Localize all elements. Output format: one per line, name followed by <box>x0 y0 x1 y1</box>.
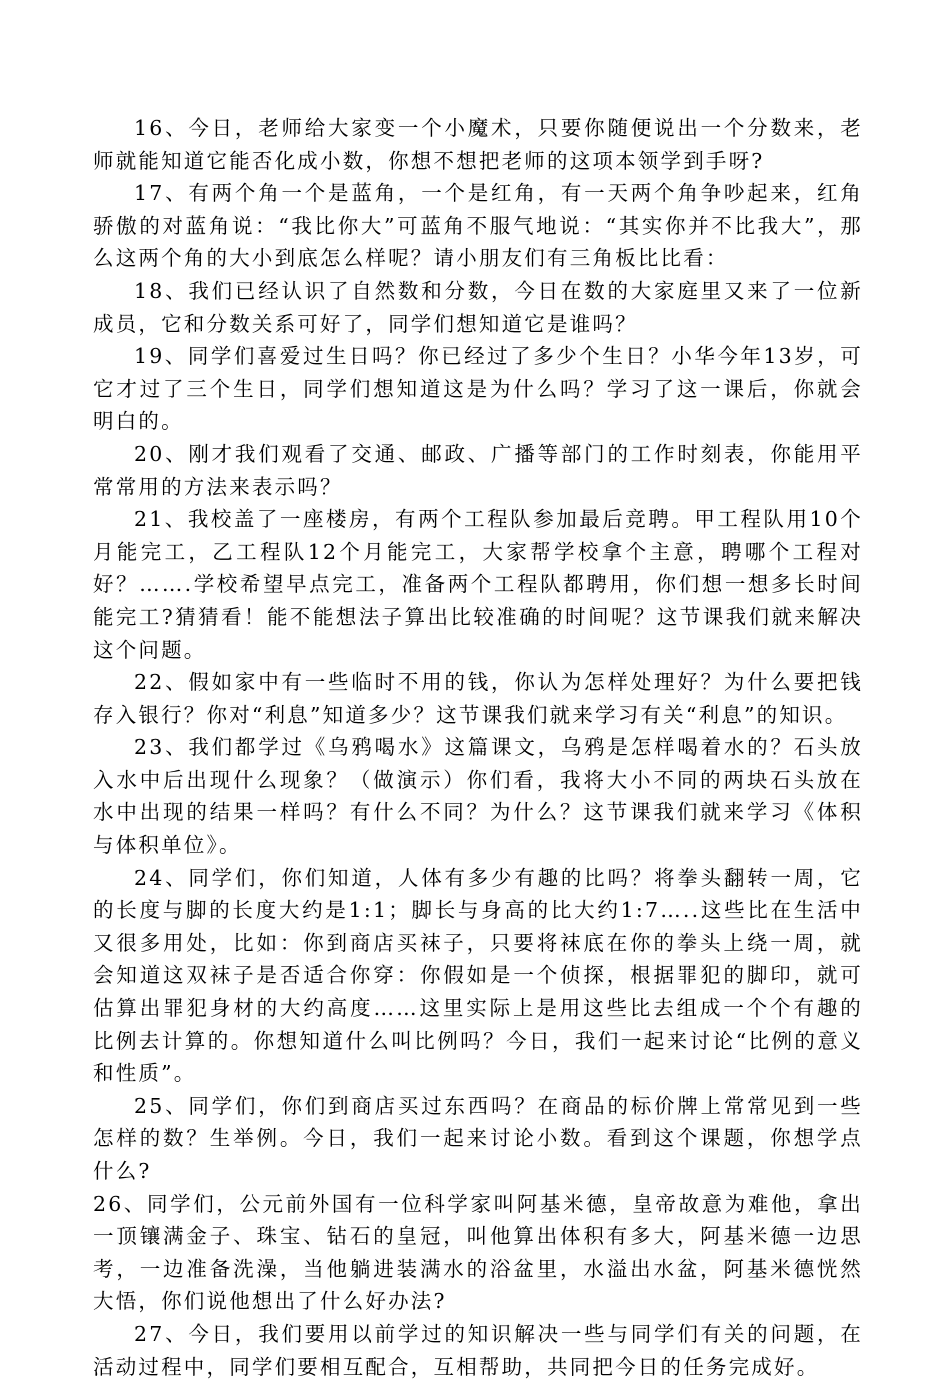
paragraph-16: 16、今日，老师给大家变一个小魔术，只要你随便说出一个分数来，老师就能知道它能否化成小数，你想不想把老师的这项本领学到手呀? <box>93 116 863 173</box>
paragraph-23: 23、我们都学过《乌鸦喝水》这篇课文，乌鸦是怎样喝着水的？石头放入水中后出现什么现象？（做演示）你们看，我将大小不同的两块石头放在水中出现的结果一样吗？有什么不同？为什么？这节课我们就来学习《体积与体积单位》。 <box>93 735 863 858</box>
document-body <box>93 112 863 1383</box>
paragraph-20: 20、刚才我们观看了交通、邮政、广播等部门的工作时刻表，你能用平常常用的方法来表示吗？ <box>93 441 863 499</box>
paragraph-22: 22、假如家中有一些临时不用的钱，你认为怎样处理好？为什么要把钱存入银行？你对“利息”知道多少？这节课我们就来学习有关“利息”的知识。 <box>93 670 863 727</box>
paragraph-25: 25、同学们，你们到商店买过东西吗？在商品的标价牌上常常见到一些怎样的数？生举例。今日，我们一起来讨论小数。看到这个课题，你想学点什么? <box>93 1093 863 1183</box>
paragraph-18: 18、我们已经认识了自然数和分数，今日在数的大家庭里又来了一位新成员，它和分数关系可好了，同学们想知道它是谁吗？ <box>93 278 863 336</box>
paragraph-19: 19、同学们喜爱过生日吗？你已经过了多少个生日？小华今年13岁，可它才过了三个生日，同学们想知道这是为什么吗？学习了这一课后，你就会明白的。 <box>93 344 863 434</box>
paragraph-21: 21、我校盖了一座楼房，有两个工程队参加最后竞聘。甲工程队用10个月能完工，乙工程队12个月能完工，大家帮学校拿个主意，聘哪个工程对好？…….学校希望早点完工，准备两个工程队都聘用，你们想一想多长时间能完工?猜猜看！能不能想法子算出比较准确的时间呢？这节课我们就来解决这个问题。 <box>93 507 863 662</box>
paragraph-24: 24、同学们，你们知道，人体有多少有趣的比吗？将拳头翻转一周，它的长度与脚的长度大约是1:1；脚长与身高的比大约1:7…..这些比在生活中又很多用处，比如：你到商店买袜子，只要将袜底在你的拳头上绕一周，就会知道这双袜子是否适合你穿：你假如是一个侦探，根据罪犯的脚印，就可估算出罪犯身材的大约高度……这里实际上是用这些比去组成一个个有趣的比例去计算的。你想知道什么叫比例吗？今日，我们一起来讨论“比例的意义和性质”。 <box>93 865 863 1086</box>
paragraph-27: 27、今日，我们要用以前学过的知识解决一些与同学们有关的问题，在活动过程中，同学们要相互配合，互相帮助，共同把今日的任务完成好。 <box>93 1321 863 1379</box>
paragraph-17: 17、有两个角一个是蓝角，一个是红角，有一天两个角争吵起来，红角骄傲的对蓝角说：“我比你大”可蓝角不服气地说：“其实你并不比我大”，那么这两个角的大小到底怎么样呢？请小朋友们有三角板比比看： <box>93 181 863 271</box>
paragraph-26: 26、同学们，公元前外国有一位科学家叫阿基米德，皇帝故意为难他，拿出一顶镶满金子、珠宝、钻石的皇冠，叫他算出体积有多大，阿基米德一边思考，一边准备洗澡，当他躺进装满水的浴盆里，水溢出水盆，阿基米德恍然大悟，你们说他想出了什么好办法? <box>93 1191 863 1314</box>
